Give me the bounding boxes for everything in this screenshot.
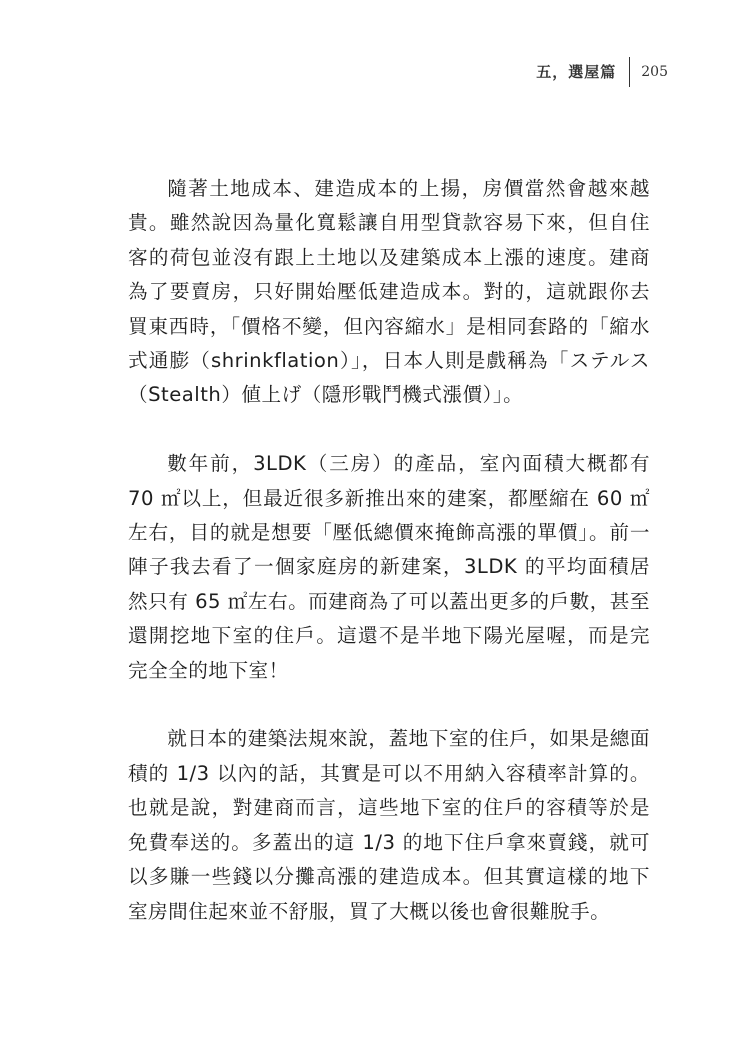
running-header xyxy=(536,60,668,84)
header-divider xyxy=(629,57,630,87)
paragraph: 數年前，3LDK（三房）的產品，室內面積大概都有 70 ㎡以上，但最近很多新推出來的建案，都壓縮在 60 ㎡左右，目的就是想要「壓低總價來掩飾高漲的單價」。前一陣子我去看了一個家庭房的新建案，3LDK 的平均面積居然只有 65 ㎡左右。而建商為了可以蓋出更多的戶數，甚至還開挖地下室的住戶。這還不是半地下陽光屋喔，而是完完全全的地下室！ xyxy=(128,452,650,682)
page-number: 205 xyxy=(641,64,668,80)
paragraph: 就日本的建築法規來說，蓋地下室的住戶，如果是總面積的 1/3 以內的話，其實是可以不用納入容積率計算的。也就是說，對建商而言，這些地下室的住戶的容積等於是免費奉送的。多蓋出的這 1/3 的地下住戶拿來賣錢，就可以多賺一些錢以分攤高漲的建造成本。但其實這樣的地下室房間住起來並不舒服，買了大概以後也會很難脫手。 xyxy=(128,727,650,923)
chapter-title: 五，選屋篇 xyxy=(536,63,617,81)
paragraph: 隨著土地成本、建造成本的上揚，房價當然會越來越貴。雖然說因為量化寬鬆讓自用型貸款容易下來，但自住客的荷包並沒有跟上土地以及建築成本上漲的速度。建商為了要賣房，只好開始壓低建造成本。對的，這就跟你去買東西時，「價格不變，但內容縮水」是相同套路的「縮水式通膨（shrinkflation）」，日本人則是戲稱為「ステルス（Stealth）値上げ（隱形戰鬥機式漲價）」。 xyxy=(128,177,650,407)
body-text xyxy=(128,172,650,929)
